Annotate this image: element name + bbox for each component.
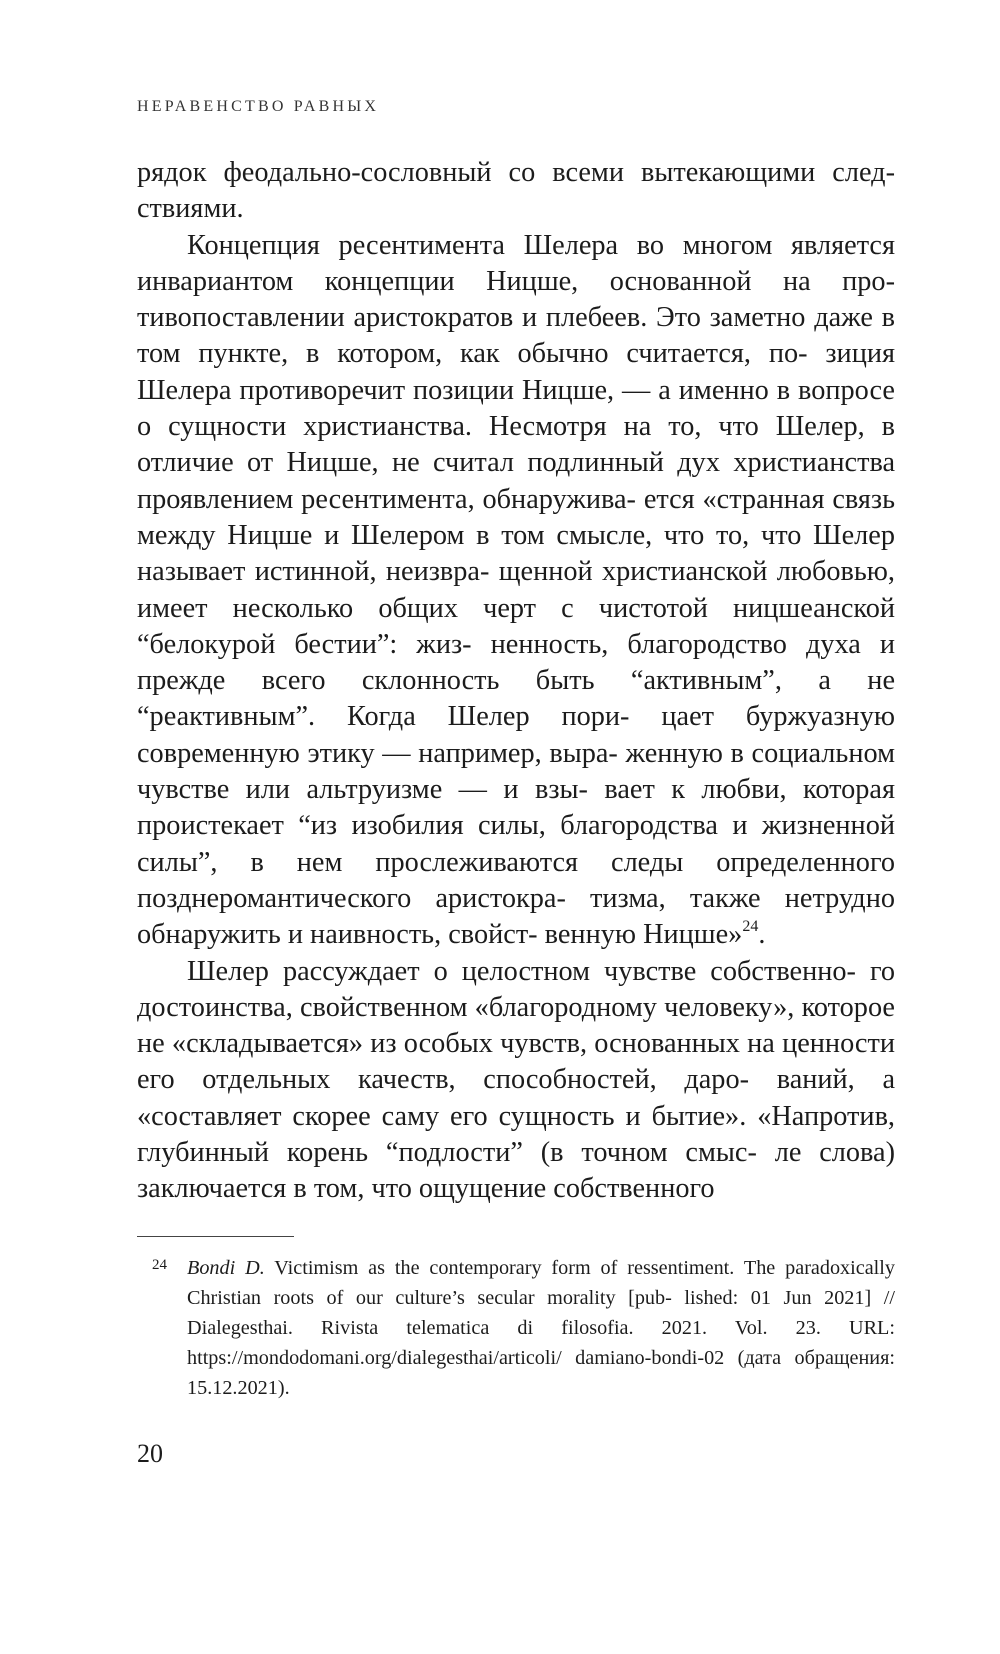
- footnote-divider: [137, 1236, 294, 1237]
- footnote: [137, 1250, 895, 1403]
- running-head: НЕРАВЕНСТВО РАВНЫХ: [137, 98, 380, 115]
- footnote-author: Bondi D.: [187, 1257, 265, 1279]
- footnote-reference[interactable]: 24: [742, 918, 759, 936]
- footnote-number: 24: [152, 1257, 167, 1273]
- body-text: [137, 155, 895, 1208]
- page-number: 20: [137, 1439, 163, 1468]
- paragraph-2: [137, 228, 895, 954]
- paragraph-3: Шелер рассуждает о целостном чувстве собственно- го достоинства, свойственном «благородному человеку», которое не «складывается» из особых чувств, основанных на ценности его отдельных качеств, способностей, даро- ваний, а «составляет скорее саму его сущность и бытие». «Напротив, глубинный корень “подлости” (в точном смыс- ле слова) заключается в том, что ощущение собственного: [137, 955, 895, 1205]
- paragraph-2-end: .: [758, 919, 766, 951]
- paragraph-1: рядок феодально-сословный со всеми вытекающими след- ствиями.: [137, 157, 895, 225]
- footnote-body: [137, 1250, 895, 1403]
- footnote-text: Victimism as the contemporary form of ressentiment. The paradoxically Christian roots of our culture’s secular morality [pub- lished: 01 Jun 2021] // Dialegesthai. Rivista telematica di filosofia. 2021. Vol. 23. URL: https://mondodomani.org/dialegesthai/articoli/ damiano-bondi-02 (дата обращения: 15.12.2021).: [187, 1257, 895, 1399]
- paragraph-2-text: Концепция ресентимента Шелера во многом является инвариантом концепции Ницше, основанной на про- тивопоставлении аристократов и плебеев. Это заметно даже в том пункте, в котором, как обычно считается, по- зиция Шелера противоречит позиции Ницше, — а именно в вопросе о сущности христианства. Несмотря на то, что Шелер, в отличие от Ницше, не считал подлинный дух христианства проявлением ресентимента, обнаружива- ется «странная связь между Ницше и Шелером в том смысле, что то, что Шелер называет истинной, неизвра- щенной христианской любовью, имеет несколько общих черт с чистотой ницшеанской “белокурой бестии”: жиз- ненность, благородство духа и прежде всего склонность быть “активным”, а не “реактивным”. Когда Шелер пори- цает буржуазную современную этику — например, выра- женную в социальном чувстве или альтруизме — и взы- вает к любви, которая проистекает “из изобилия силы, благородства и жизненной силы”, в нем прослеживаются следы определенного позднеромантического аристокра- тизма, также нетрудно обнаружить и наивность, свойст- венную Ницше»: [137, 229, 895, 951]
